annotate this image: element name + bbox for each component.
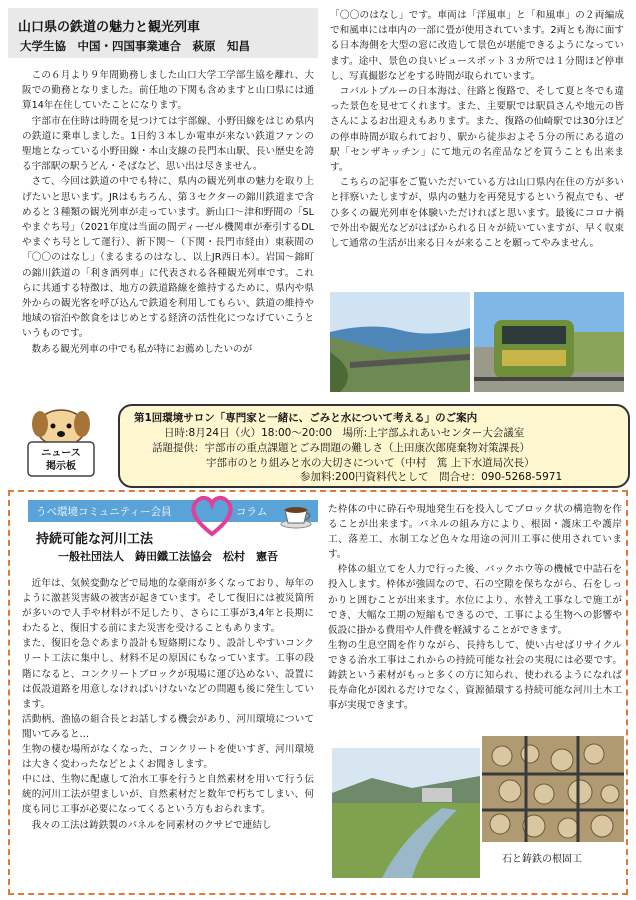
column-banner-label: コラム — [236, 506, 268, 518]
column-banner — [28, 500, 318, 522]
paragraph: 生物の生息空間を作りながら、長持ちして、使い古せばリサイクルできる治水工事はこれからの持続可能な社会の実現には必要です。鋳鉄という素材がもっと多くの方に知られ、使われるようになれば長寿命化が図れるだけでなく、資源循環する持続可能な河川土木工事が実現できます。 — [328, 639, 622, 712]
news-board-label: 掲示板 — [46, 461, 76, 472]
paragraph: 数ある観光列車の中でも私が特にお薦めしたいのが — [31, 343, 253, 355]
photo-caption: 石と鋳鉄の根固工 — [502, 854, 582, 865]
paragraph: 活動柄、漁協の組合長とお話しする機会があり、河川環境について聞いてみると… — [22, 713, 314, 740]
paragraph: 近年は、気候変動などで局地的な豪雨が多くなっており、毎年のように激甚災害級の被害が起きています。そして復旧には被災箇所が多いので人手や材料が不足したり、さらに工事が3,4年と長期にわたると、復旧する前にまた災害を受けることもあります。 — [22, 578, 314, 635]
paragraph: 宇部市在住時は時間を見つけては宇部線、小野田線をはじめ県内の鉄道に乗車しました。1日約３本しか電車が来ない鉄道ファンの聖地となっている小野田線・本山支線の長門本山駅、長い歴史を誇る宇部駅の駅うどん・そばなど、思い出は尽きません。 — [22, 115, 314, 173]
notice-title: 第1回環境サロン「専門家と一緒に、ごみと水について考える」のご案内 — [134, 412, 478, 424]
gabion-photo — [482, 736, 624, 842]
paragraph: コバルトブルーの日本海は、往路と復路で、そして夏と冬でも違った景色を見せてくれます。また、主要駅では駅員さんや地元の皆さんによるお出迎えもあります。また、復路の仙崎駅では30分ほどの停車時間が取られており、駅から徒歩およそ５分の所にある道の駅「センザキッチン」にて地元の名産品などを買うことも出来ます。 — [330, 86, 624, 174]
train-photo — [474, 292, 624, 392]
paragraph: こちらの記事をご覧いただいている方は山口県内在住の方が多いと拝察いたしますが、県内の魅力を再発見するという視点でも、ぜひ多くの観光列車を体験いただければと思います。最後にコロナ禍で外出や観光などがはばかられる日々が続いていますが、早く収束して通常の生活が出来る日々が来ることを願ってやみません。 — [330, 177, 624, 250]
notice-topic: 宇部市のとり組みと水の大切さについて（中村 篤 上下水道局次長） — [206, 457, 535, 469]
paragraph: 枠体の組立てを人力で行った後、バックホウ等の機械で中詰石を投入します。枠体が強固なので、石の空隙を保ちながら、石をしっかりと囲むことが出来ます。水位により、水替え工事なしで施工ができ、大幅な工期の短縮もできるので、工事による生物への影響や仮設に掛かる費用や人件費を軽減することができます。 — [328, 564, 622, 636]
article-left-column — [22, 68, 314, 357]
paragraph: 生物の棲む場所がなくなった、コンクリートを使いすぎ、河川環境は大きく変わったなどとよくお聞きします。 — [22, 744, 314, 771]
coastline-photo — [330, 292, 470, 392]
article-header — [8, 8, 318, 58]
news-board-mascot — [14, 402, 108, 482]
column-banner-label: うべ環境コミュニティー会員 — [36, 506, 172, 518]
notice-fee: 参加料:200円資料代として 問合せ：090-5268-5971 — [300, 471, 563, 483]
paragraph: た枠体の中に砕石や現地発生石を投入してブロック状の構造物を作ることが出来ます。パネルの組み方により、根固・護床工や護岸工、落差工、水制工など色々な用途の河川工事に使用されています。 — [328, 504, 622, 561]
news-board-label: ニュース — [41, 448, 81, 459]
notice-datetime: 日時:8月24日（火）18:00～20:00 場所:上宇部ふれあいセンター大会議室 — [164, 427, 525, 439]
heart-icon — [188, 492, 236, 538]
column-title: 持続可能な河川工法 — [36, 532, 154, 547]
column-right-text — [328, 502, 622, 713]
coffee-cup-icon — [280, 504, 314, 530]
paragraph: 我々の工法は鋳鉄製のパネルを同素材のクサビで連結し — [31, 819, 272, 831]
river-photo — [332, 748, 480, 878]
column-left-text — [22, 576, 314, 833]
article-title: 山口県の鉄道の魅力と観光列車 — [18, 20, 201, 35]
paragraph: また、復旧を急ぐあまり設計も短絡期になり、設計しやすいコンクリート工法に集中し、材料不足の原因にもなっています。工事の段階になると、コンクリートブロックが現場に運び込めない、設置には仮設道路を用意しなければいけないなどの問題も後に発生しています。 — [22, 638, 314, 710]
article-author: 大学生協 中国・四国事業連合 萩原 知昌 — [20, 39, 250, 53]
article-right-column — [330, 8, 624, 251]
event-notice — [118, 404, 630, 488]
notice-topic: 話題提供：宇部市の重点課題とごみ問題の難しさ（上田康次郎廃棄物対策課長） — [152, 442, 530, 454]
paragraph: 「〇〇のはなし」です。車両は「洋風車」と「和風車」の２両編成で和風車には車内の一部に畳が使用されています。2両とも海に面する日本海側を大型の窓に改造して景色が堪能できるようになっています。途中、景色の良いビュースポット３カ所では１分間ほど停車し、写真撮影などをする時間が取られています。 — [330, 10, 624, 82]
paragraph: 中には、生物に配慮して治水工事を行うと自然素材を用いて行う伝統的河川工法が望ましいが、自然素材だと数年で朽ちてしまい、何度も同じ工事が必要になってくるという方もおられます。 — [22, 774, 314, 816]
column-author: 一般社団法人 鋳田鐵工法協会 松村 憲吾 — [58, 550, 278, 563]
paragraph: さて、今回は鉄道の中でも特に、県内の観光列車の魅力を取り上げたいと思います。JRはもちろん、第３セクターの錦川鉄道まで含めると３種類の観光列車が走っています。新山口～津和野間の「SLやまぐち号」（2021年度は当面の間ディーゼル機関車が牽引するDLやまぐち号として運行）、新下関～（下関・長門市経由）東萩間の「〇〇のはなし」（まるまるのはなし、以上JR西日本）。岩国～錦町の錦川鉄道の「利き酒列車」に代表される各種観光列車です。これらに共通する特徴は、地方の鉄道路線を維持するために、県内や県外からの観光客を呼び込んで鉄道を利用してもらい、鉄道の維持や地域の宿泊や飲食をはじめとする経済の活性化につなげていこうというものです。 — [22, 176, 314, 340]
paragraph: この６月より９年間勤務しました山口大学工学部生協を離れ、大阪での勤務となりました。前任地の下関も含めますと山口県には通算14年在住していたことになります。 — [22, 70, 314, 112]
